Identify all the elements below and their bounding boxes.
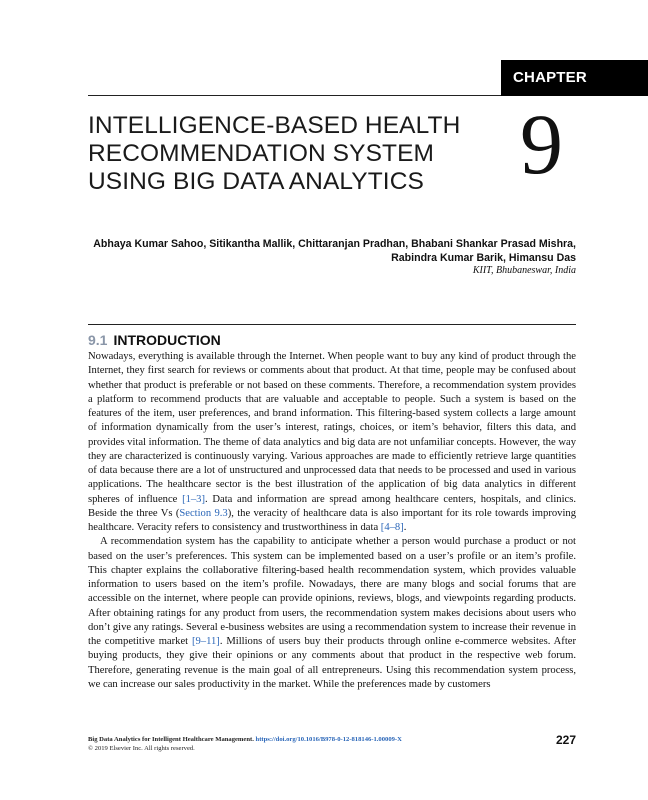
chapter-label: CHAPTER xyxy=(501,60,648,96)
section-title: INTRODUCTION xyxy=(113,332,221,348)
section-link[interactable]: Section 9.3 xyxy=(179,507,228,519)
paragraph-1 xyxy=(88,350,576,535)
author-list xyxy=(56,237,576,265)
title-rule xyxy=(88,95,501,96)
doi-link[interactable]: https://doi.org/10.1016/B978-0-12-818146-1.00009-X xyxy=(255,736,402,743)
title-line-2: RECOMMENDATION SYSTEM xyxy=(88,140,435,167)
p1-text-d: . xyxy=(403,522,407,533)
p2-text-a: A recommendation system has the capability to anticipate whether a person would purchase a product or not based on the user’s preferences. This system can be implemented based on a user’s profile or an item’s profile. This chapter explains the collaborative filtering-based health recommendation system, which provides valuable information to users based on the item’s profile. Nowadays, there are many blogs and social forums that are accessible on the internet, where people can provide opinions, reviews, blogs, and viewpoints regarding products. After obtaining ratings for any product from users, the recommendation system makes decisions about users who don’t give any ratings. Several e-business websites are using a recommendation system to increase their revenue in the competitive market xyxy=(88,536,576,647)
paragraph-2 xyxy=(88,535,576,692)
body-text xyxy=(88,350,576,692)
section-heading xyxy=(88,331,221,349)
authors-line-2: Rabindra Kumar Barik, Himansu Das xyxy=(391,252,576,264)
title-line-1: INTELLIGENCE-BASED HEALTH xyxy=(88,112,461,139)
section-rule xyxy=(88,324,576,325)
copyright: © 2019 Elsevier Inc. All rights reserved. xyxy=(88,745,195,752)
page-footer xyxy=(88,735,576,753)
authors-line-1: Abhaya Kumar Sahoo, Sitikantha Mallik, Chittaranjan Pradhan, Bhabani Shankar Prasad Mishra, xyxy=(93,238,576,250)
p1-text-c: ), the veracity of healthcare data is also important for its role towards improving healthcare. Veracity refers to consistency and trustworthiness in data xyxy=(88,507,577,533)
title-line-3: USING BIG DATA ANALYTICS xyxy=(88,168,424,195)
book-title: Big Data Analytics for Intelligent Healthcare Management. xyxy=(88,736,254,743)
citation-link[interactable]: [9–11] xyxy=(191,636,220,647)
p1-text-a: Nowadays, everything is available through the Internet. When people want to buy any kind of product through the Internet, they first search for reviews or comments about that product. At that time, people may be confused about whether that product is preferable or not based on these comments. Therefore, a recommendation system provides a platform to recommend products that are valuable and acceptable to people. Such a system is based on the features of the item, user preferences, and brand information. This filtering-based system collects a large amount of information dynamically from the user’s interest, ratings, choices, or item’s behavior, filters this data, and provides vital information. The theme of data analytics and big data are not unfamiliar concepts. However, the way they are characterized is continuously varying. Various approaches are made to efficiently retrieve large quantities of data because there are a lot of unstructured and unprocessed data that needs to be processed and used in various applications. The healthcare sector is the best illustration of the application of big data analytics in different spheres of influence xyxy=(88,351,576,505)
chapter-title xyxy=(88,112,488,196)
p2-text-b: . Millions of users buy their products through online e-commerce websites. After buying products, they give their opinions or any comments about that product in the respective web forum. Therefore, generating revenue is the main goal of all entrepreneurs. Using this recommendation system process, we can increase our sales productivity in the market. While the preferences made by customers xyxy=(88,636,577,690)
citation-link[interactable]: [1–3] xyxy=(182,493,206,505)
affiliation: KIIT, Bhubaneswar, India xyxy=(472,265,576,276)
citation-link[interactable]: [4–8] xyxy=(380,522,404,533)
page-number: 227 xyxy=(555,733,576,747)
section-number: 9.1 xyxy=(88,332,108,348)
chapter-number: 9 xyxy=(520,96,563,192)
p1-text-b: . Data and information are spread among healthcare centers, hospitals, and clinics. Beside the three Vs ( xyxy=(88,493,576,519)
